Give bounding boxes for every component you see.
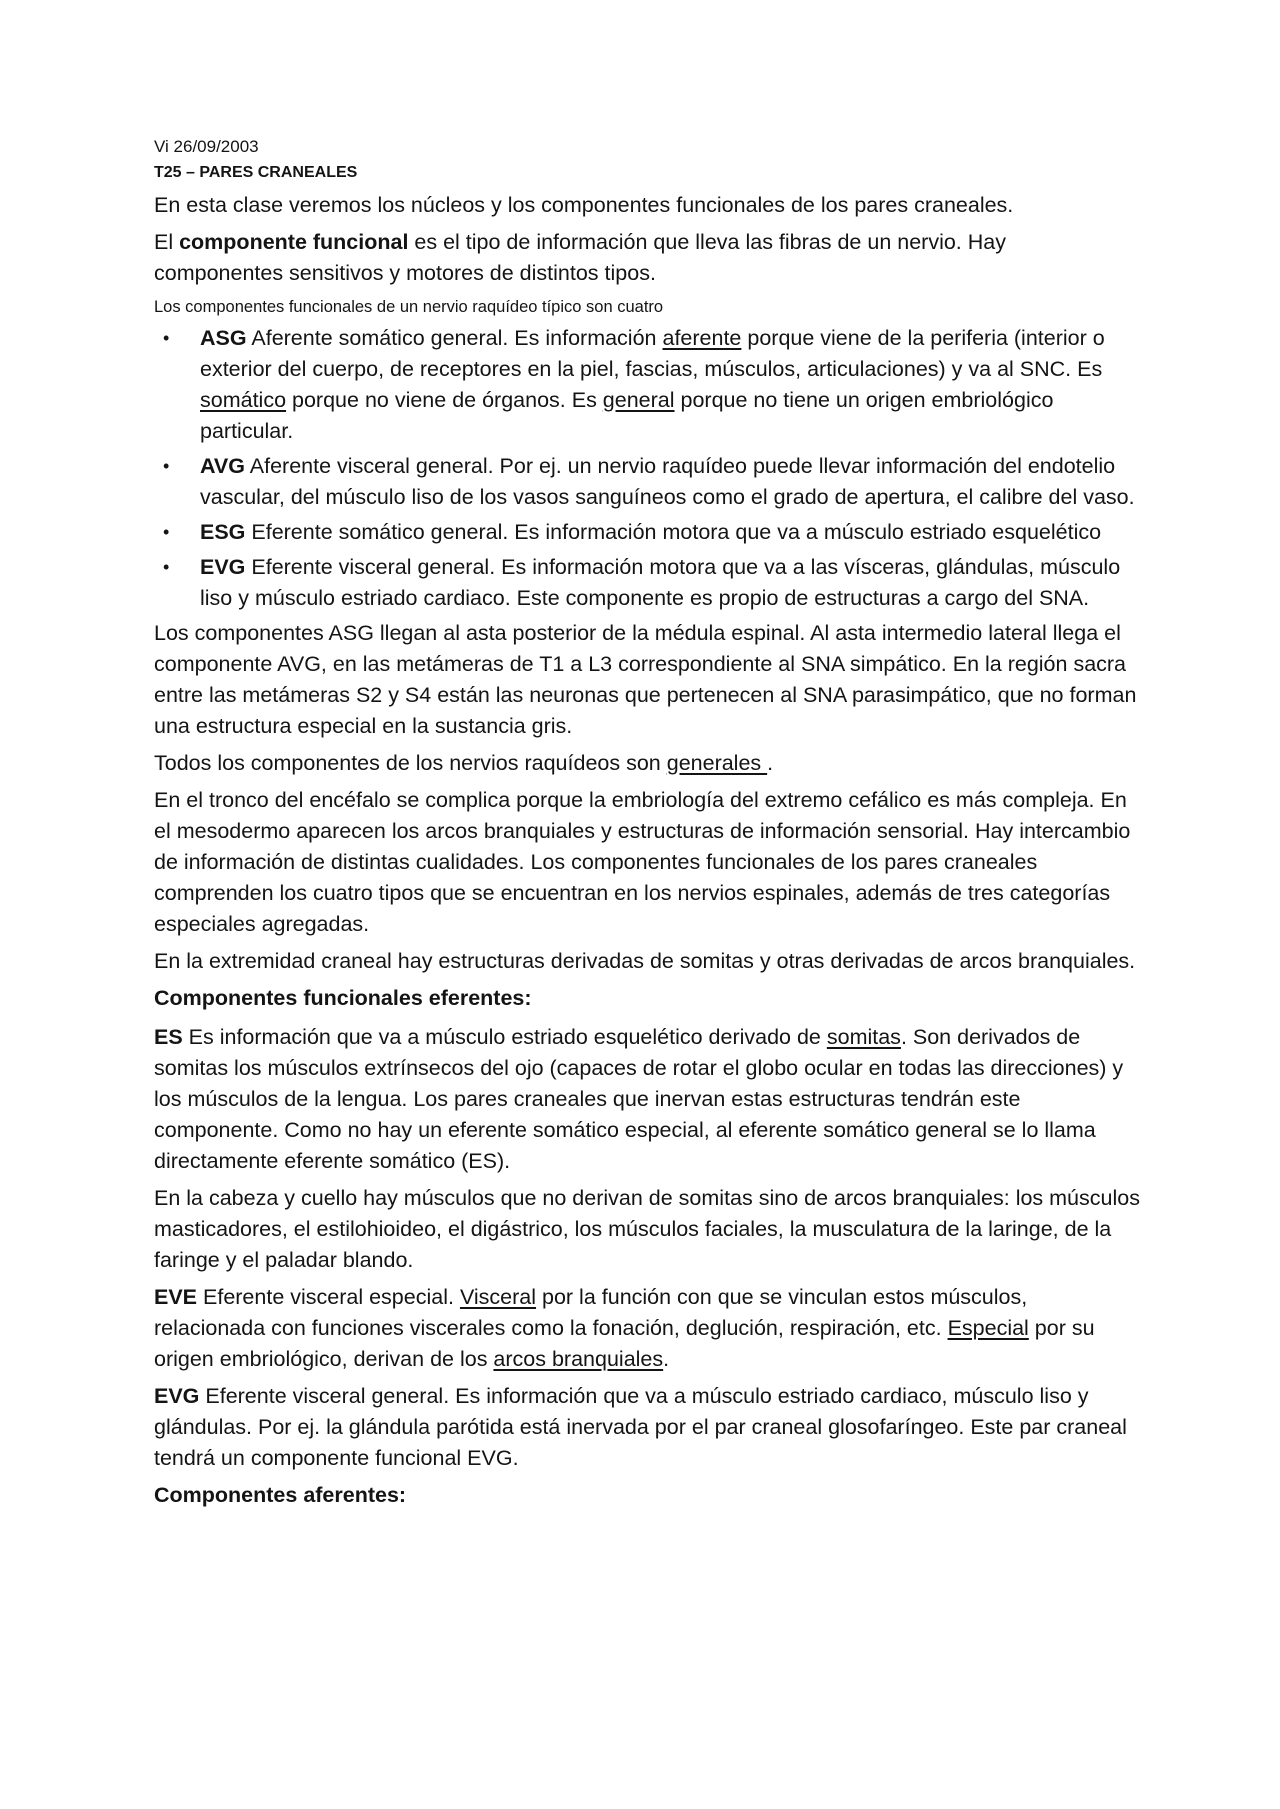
component-code: ASG: [200, 326, 247, 350]
text-run: Eferente visceral general. Es información motora que va a las vísceras, glándulas, músculo liso y músculo estriado cardiaco. Este componente es propio de estructuras a cargo del SNA.: [200, 555, 1121, 610]
underlined-term: Visceral: [459, 1285, 537, 1309]
bullet-icon: •: [163, 557, 170, 577]
component-code: ES: [154, 1025, 183, 1049]
component-code: EVE: [154, 1285, 198, 1309]
text-run: Todos los componentes de los nervios raquídeos son: [154, 751, 667, 775]
list-item-esg: [154, 517, 1140, 548]
underlined-term: generales: [666, 751, 768, 775]
definition-paragraph: [154, 227, 1140, 289]
list-item-asg: [154, 323, 1140, 447]
cranial-extremity-paragraph: En la extremidad craneal hay estructuras derivadas de somitas y otras derivadas de arcos branquiales.: [154, 949, 1136, 973]
text-run: porque no tiene un origen embriológico particular.: [200, 388, 1054, 443]
es-paragraph: [154, 1022, 1140, 1177]
intro-paragraph: En esta clase veremos los núcleos y los componentes funcionales de los pares craneales.: [154, 193, 1014, 217]
text-run: .: [767, 751, 774, 775]
afferent-section-heading: Componentes aferentes:: [154, 1483, 407, 1507]
component-code: EVG: [200, 555, 246, 579]
text-run: . Son derivados de somitas los músculos extrínsecos del ojo (capaces de rotar el globo ocular en todas las direcciones) y los músculos de la lengua. Los pares craneales que inervan estas estructuras tendrán este componente. Como no hay un eferente somático especial, al eferente somático general se lo llama directamente eferente somático (ES).: [154, 1025, 1124, 1173]
underlined-term: somático: [200, 388, 287, 412]
document-title: T25 – PARES CRANEALES: [154, 164, 358, 181]
text-run: Aferente visceral general. Por ej. un nervio raquídeo puede llevar información del endotelio vascular, del músculo liso de los vasos sanguíneos como el grado de apertura, el calibre del vaso.: [200, 454, 1135, 509]
text-run: Eferente visceral especial.: [197, 1285, 460, 1309]
evg-paragraph: [154, 1381, 1140, 1474]
underlined-term: somitas: [826, 1025, 901, 1049]
underlined-term: general: [602, 388, 675, 412]
bullet-icon: •: [163, 456, 170, 476]
text-run: es el tipo de información que lleva las fibras de un nervio. Hay componentes sensitivos y motores de distintos tipos.: [154, 230, 1006, 285]
text-run: por su origen embriológico, derivan de los: [154, 1316, 1095, 1371]
spinal-components-intro: Los componentes funcionales de un nervio raquídeo típico son cuatro: [154, 298, 664, 316]
text-run: Eferente somático general. Es información motora que va a músculo estriado esquelético: [245, 520, 1102, 544]
bullet-icon: •: [163, 522, 170, 542]
spinal-components-list: [154, 323, 1140, 614]
text-run: por la función con que se vinculan estos músculos, relacionada con funciones viscerales como la fonación, deglución, respiración, etc.: [154, 1285, 1028, 1340]
eve-paragraph: [154, 1282, 1140, 1375]
list-item-evg: [154, 552, 1140, 614]
text-run: Aferente somático general. Es información: [246, 326, 663, 350]
text-run: .: [663, 1347, 670, 1371]
text-run: Eferente visceral general. Es información que va a músculo estriado cardiaco, músculo liso y glándulas. Por ej. la glándula parótida está inervada por el par craneal glosofaríngeo. Este par craneal tendrá un componente funcional EVG.: [154, 1384, 1127, 1470]
text-run: porque no viene de órganos. Es: [286, 388, 603, 412]
general-components-paragraph: [154, 748, 1140, 779]
text-run: Es información que va a músculo estriado esquelético derivado de: [182, 1025, 827, 1049]
list-item-avg: [154, 451, 1140, 513]
underlined-term: aferente: [662, 326, 742, 350]
component-code: EVG: [154, 1384, 200, 1408]
text-run: porque viene de la periferia (interior o exterior del cuerpo, de receptores en la piel, fascias, músculos, articulaciones) y va al SNC. Es: [200, 326, 1105, 381]
underlined-term: arcos branquiales: [493, 1347, 664, 1371]
component-code: AVG: [200, 454, 245, 478]
text-run: El: [154, 230, 180, 254]
document-date: Vi 26/09/2003: [154, 137, 259, 156]
bullet-icon: •: [163, 328, 170, 348]
branchial-muscles-paragraph: En la cabeza y cuello hay músculos que no derivan de somitas sino de arcos branquiales: los músculos masticadores, el estilohioideo, el digástrico, los músculos faciales, la musculatura de la laringe, de la faringe y el paladar blando.: [154, 1186, 1140, 1272]
spinal-cord-paragraph: Los componentes ASG llegan al asta posterior de la médula espinal. Al asta intermedio lateral llega el componente AVG, en las metámeras de T1 a L3 correspondiente al SNA simpático. En la región sacra entre las metámeras S2 y S4 están las neuronas que pertenecen al SNA parasimpático, que no forman una estructura especial en la sustancia gris.: [154, 621, 1137, 738]
brainstem-paragraph: En el tronco del encéfalo se complica porque la embriología del extremo cefálico es más compleja. En el mesodermo aparecen los arcos branquiales y estructuras de información sensorial. Hay intercambio de información de distintas cualidades. Los componentes funcionales de los pares craneales comprenden los cuatro tipos que se encuentran en los nervios espinales, además de tres categorías especiales agregadas.: [154, 788, 1131, 936]
component-code: ESG: [200, 520, 246, 544]
efferent-section-heading: Componentes funcionales eferentes:: [154, 986, 532, 1010]
bold-term: componente funcional: [179, 230, 409, 254]
underlined-term: Especial: [947, 1316, 1029, 1340]
